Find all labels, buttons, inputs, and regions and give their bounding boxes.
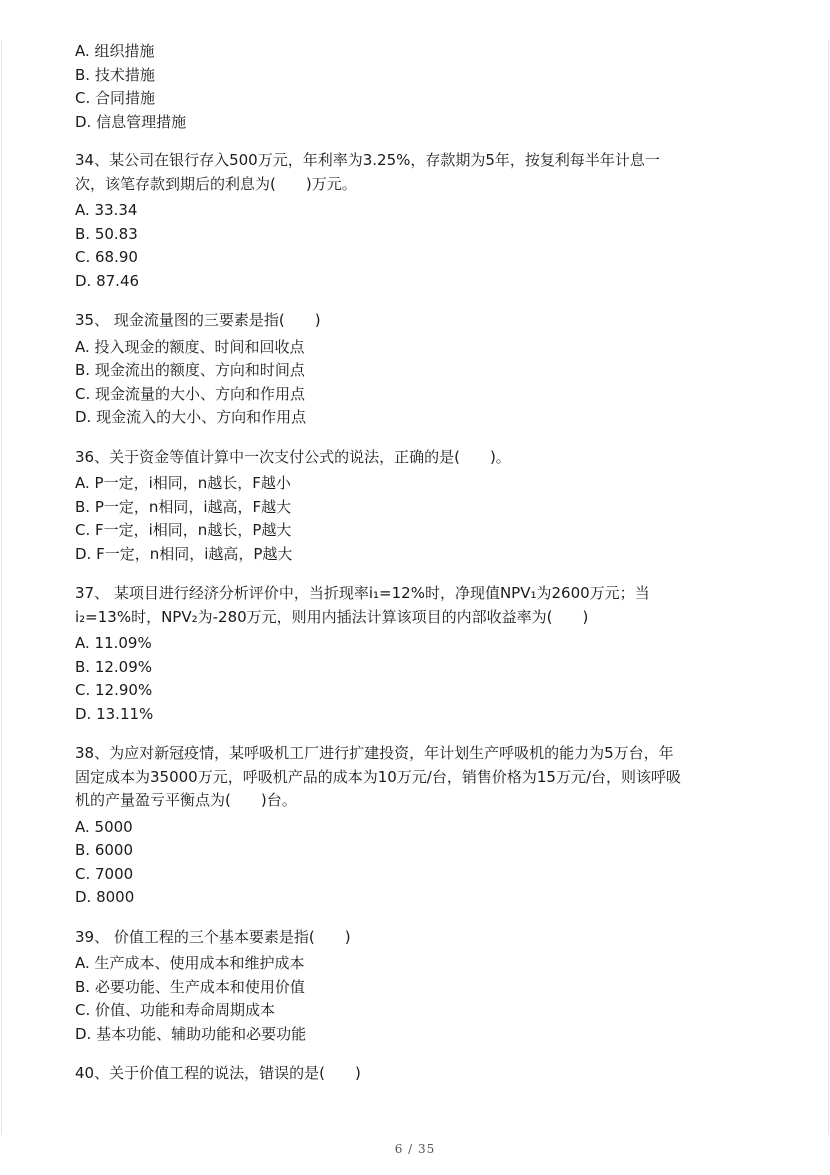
option-b: B. 现金流出的额度、方向和时间点: [75, 361, 305, 379]
option-a: A. 组织措施: [75, 42, 155, 60]
question-37: [75, 582, 765, 726]
option-d: D. F一定，n相同，i越高，P越大: [75, 544, 293, 563]
question-line: 36、关于资金等值计算中一次支付公式的说法，正确的是( )。: [75, 447, 511, 466]
question-line: 39、 价值工程的三个基本要素是指( ): [75, 927, 351, 946]
previous-question-options: [75, 40, 765, 134]
option-c: C. 合同措施: [75, 89, 156, 107]
option-d: D. 基本功能、辅助功能和必要功能: [75, 1024, 307, 1043]
question-text: [75, 149, 765, 196]
question-line: 次，该笔存款到期后的利息为( )万元。: [75, 174, 357, 193]
question-35: [75, 309, 765, 430]
page-left-border: [1, 40, 2, 1135]
option-b: B. 技术措施: [75, 65, 155, 84]
question-40: [75, 1062, 765, 1086]
question-text: [75, 926, 765, 950]
question-line: 35、 现金流量图的三要素是指( ): [75, 311, 321, 329]
option-c: C. 价值、功能和寿命周期成本: [75, 1001, 276, 1019]
option-b: B. 6000: [75, 841, 134, 859]
option-c: C. 现金流量的大小、方向和作用点: [75, 384, 306, 403]
option-d: D. 信息管理措施: [75, 112, 187, 131]
question-line: i₂=13%时，NPV₂为-280万元，则用内插法计算该项目的内部收益率为( ): [75, 607, 589, 626]
option-c: C. 68.90: [75, 248, 138, 266]
question-line: 34、某公司在银行存入500万元，年利率为3.25%，存款期为5年，按复利每半年计息一: [75, 151, 660, 169]
question-line: 机的产量盈亏平衡点为( )台。: [75, 791, 297, 809]
option-a: A. 33.34: [75, 201, 138, 219]
option-b: B. 必要功能、生产成本和使用价值: [75, 977, 305, 996]
option-a: A. 5000: [75, 817, 133, 836]
option-d: D. 13.11%: [75, 704, 154, 723]
question-38: [75, 742, 765, 910]
question-line: 固定成本为35000万元，呼吸机产品的成本为10万元/台，销售价格为15万元/台，则该呼吸: [75, 767, 682, 786]
question-line: 40、关于价值工程的说法，错误的是( ): [75, 1064, 361, 1082]
question-text: [75, 1062, 765, 1086]
question-text: [75, 309, 765, 333]
question-line: 37、 某项目进行经济分析评价中，当折现率i₁=12%时，净现值NPV₁为2600万元；当: [75, 584, 650, 602]
question-line: 38、为应对新冠疫情，某呼吸机工厂进行扩建投资，年计划生产呼吸机的能力为5万台，年: [75, 744, 674, 762]
option-d: D. 8000: [75, 888, 135, 906]
option-c: C. F一定，i相同，n越长，P越大: [75, 521, 292, 539]
option-d: D. 现金流入的大小、方向和作用点: [75, 408, 307, 426]
option-c: C. 7000: [75, 864, 134, 883]
page-indicator: 6 / 35: [394, 1142, 436, 1156]
page-content: [75, 40, 765, 1102]
question-text: [75, 582, 765, 629]
question-36: [75, 446, 765, 567]
question-text: [75, 742, 765, 813]
option-a: A. 11.09%: [75, 634, 152, 652]
question-text: [75, 446, 765, 470]
option-a: A. P一定，i相同，n越长，F越小: [75, 474, 291, 492]
option-d: D. 87.46: [75, 271, 140, 290]
question-39: [75, 926, 765, 1047]
option-b: B. 12.09%: [75, 657, 153, 676]
option-c: C. 12.90%: [75, 681, 153, 699]
option-a: A. 生产成本、使用成本和维护成本: [75, 954, 305, 972]
option-b: B. 50.83: [75, 224, 138, 243]
page-right-border: [828, 40, 829, 1135]
question-34: [75, 149, 765, 293]
option-a: A. 投入现金的额度、时间和回收点: [75, 337, 305, 356]
option-b: B. P一定，n相同，i越高，F越大: [75, 497, 292, 516]
